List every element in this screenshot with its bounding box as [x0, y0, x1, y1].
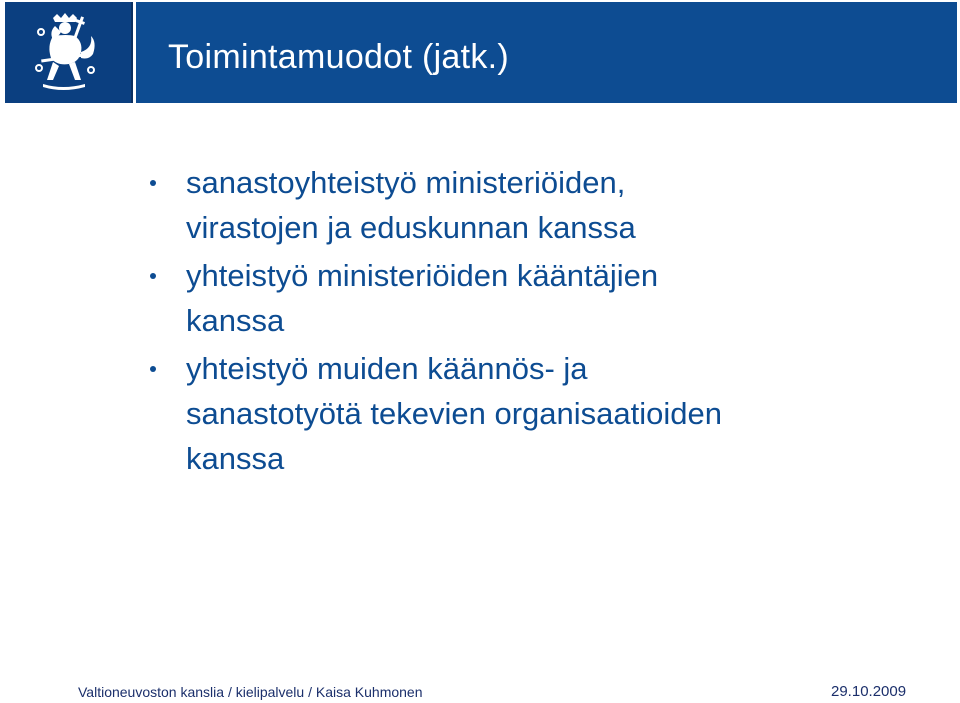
bullet-dot-icon [150, 273, 156, 279]
bullet-item [150, 346, 930, 481]
slide-header [5, 2, 957, 103]
logo-box [5, 2, 133, 103]
bullet-dot-icon [150, 366, 156, 372]
bullet-line: virastojen ja eduskunnan kanssa [186, 210, 636, 245]
title-bar [136, 2, 957, 103]
finnish-lion-coat-of-arms-icon [33, 12, 105, 94]
bullet-line: sanastoyhteistyö ministeriöiden, [186, 165, 626, 200]
bullet-line: kanssa [186, 303, 285, 338]
bullet-line: kanssa [186, 441, 285, 476]
bullet-line: yhteistyö ministeriöiden kääntäjien [186, 258, 659, 293]
bullet-list [150, 160, 930, 484]
footer-date: 29.10.2009 [831, 683, 907, 700]
bullet-line: yhteistyö muiden käännös- ja [186, 351, 588, 386]
bullet-line: sanastotyötä tekevien organisaatioiden [186, 396, 722, 431]
bullet-item [150, 160, 930, 250]
footer-text: Valtioneuvoston kanslia / kielipalvelu / Kaisa Kuhmonen [78, 684, 423, 700]
bullet-dot-icon [150, 180, 156, 186]
bullet-item [150, 253, 930, 343]
slide-title: Toimintamuodot (jatk.) [168, 38, 510, 76]
